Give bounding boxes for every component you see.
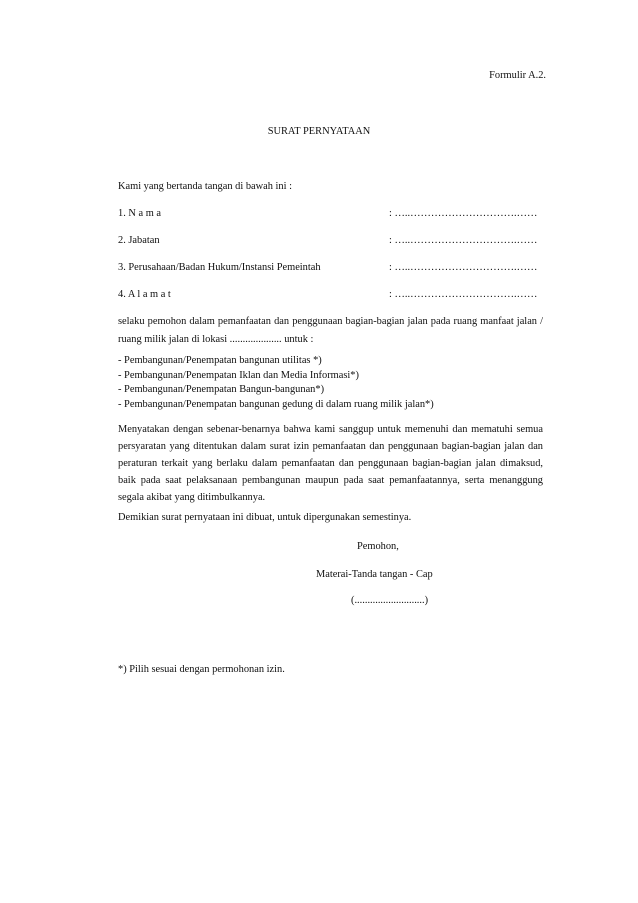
applicant-label: Pemohon, [357,541,399,552]
option-item: - Pembangunan/Penempatan Iklan dan Media Informasi*) [118,369,359,381]
option-item: - Pembangunan/Penempatan bangunan utilitas *) [118,355,322,366]
option-item: - Pembangunan/Penempatan Bangun-bangunan*) [118,384,325,396]
field-label-company: 3. Perusahaan/Badan Hukum/Instansi Pemeintah [118,262,321,273]
field-value-address: : …..………………………….…… [389,289,538,300]
name-placeholder: (...........................) [351,595,429,606]
closing-text: Demikian surat pernyataan ini dibuat, untuk dipergunakan semestinya. [118,512,412,523]
intro-text: Kami yang bertanda tangan di bawah ini : [118,181,292,192]
statement-paragraph: Menyatakan dengan sebenar-benarnya bahwa kami sanggup untuk memenuhi dan mematuhi semua persyaratan yang ditentukan dalam surat izin pemanfaatan dan penggunaan bagian-bagian jalan dan peraturan terkait yang berlaku dalam pemanfaatan dan penggunaan bagian-bagian jalan dimaksud, baik pada saat pelaksanaan pembangunan maupun pada saat pemanfaatannya, serta menanggung segala akibat yang ditimbulkannya. [118,424,543,503]
field-value-company: : …..………………………….…… [389,262,538,273]
stamp-label: Materai-Tanda tangan - Cap [316,569,433,580]
request-paragraph: selaku pemohon dalam pemanfaatan dan penggunaan bagian-bagian jalan pada ruang manfaat jalan / ruang milik jalan di lokasi .................... untuk : [118,316,543,345]
footnote: *) Pilih sesuai dengan permohonan izin. [118,664,285,675]
field-label-name: 1. N a m a [118,208,161,219]
purpose-options-list [118,354,434,413]
option-item: - Pembangunan/Penempatan bangunan gedung di dalam ruang milik jalan*) [118,399,434,411]
page-title: SURAT PERNYATAAN [267,126,371,137]
field-value-position: : …..………………………….…… [389,235,538,246]
field-label-position: 2. Jabatan [118,235,160,246]
field-value-name: : …..………………………….…… [389,208,538,219]
field-label-address: 4. A l a m a t [118,289,171,300]
form-code: Formulir A.2. [489,70,546,81]
